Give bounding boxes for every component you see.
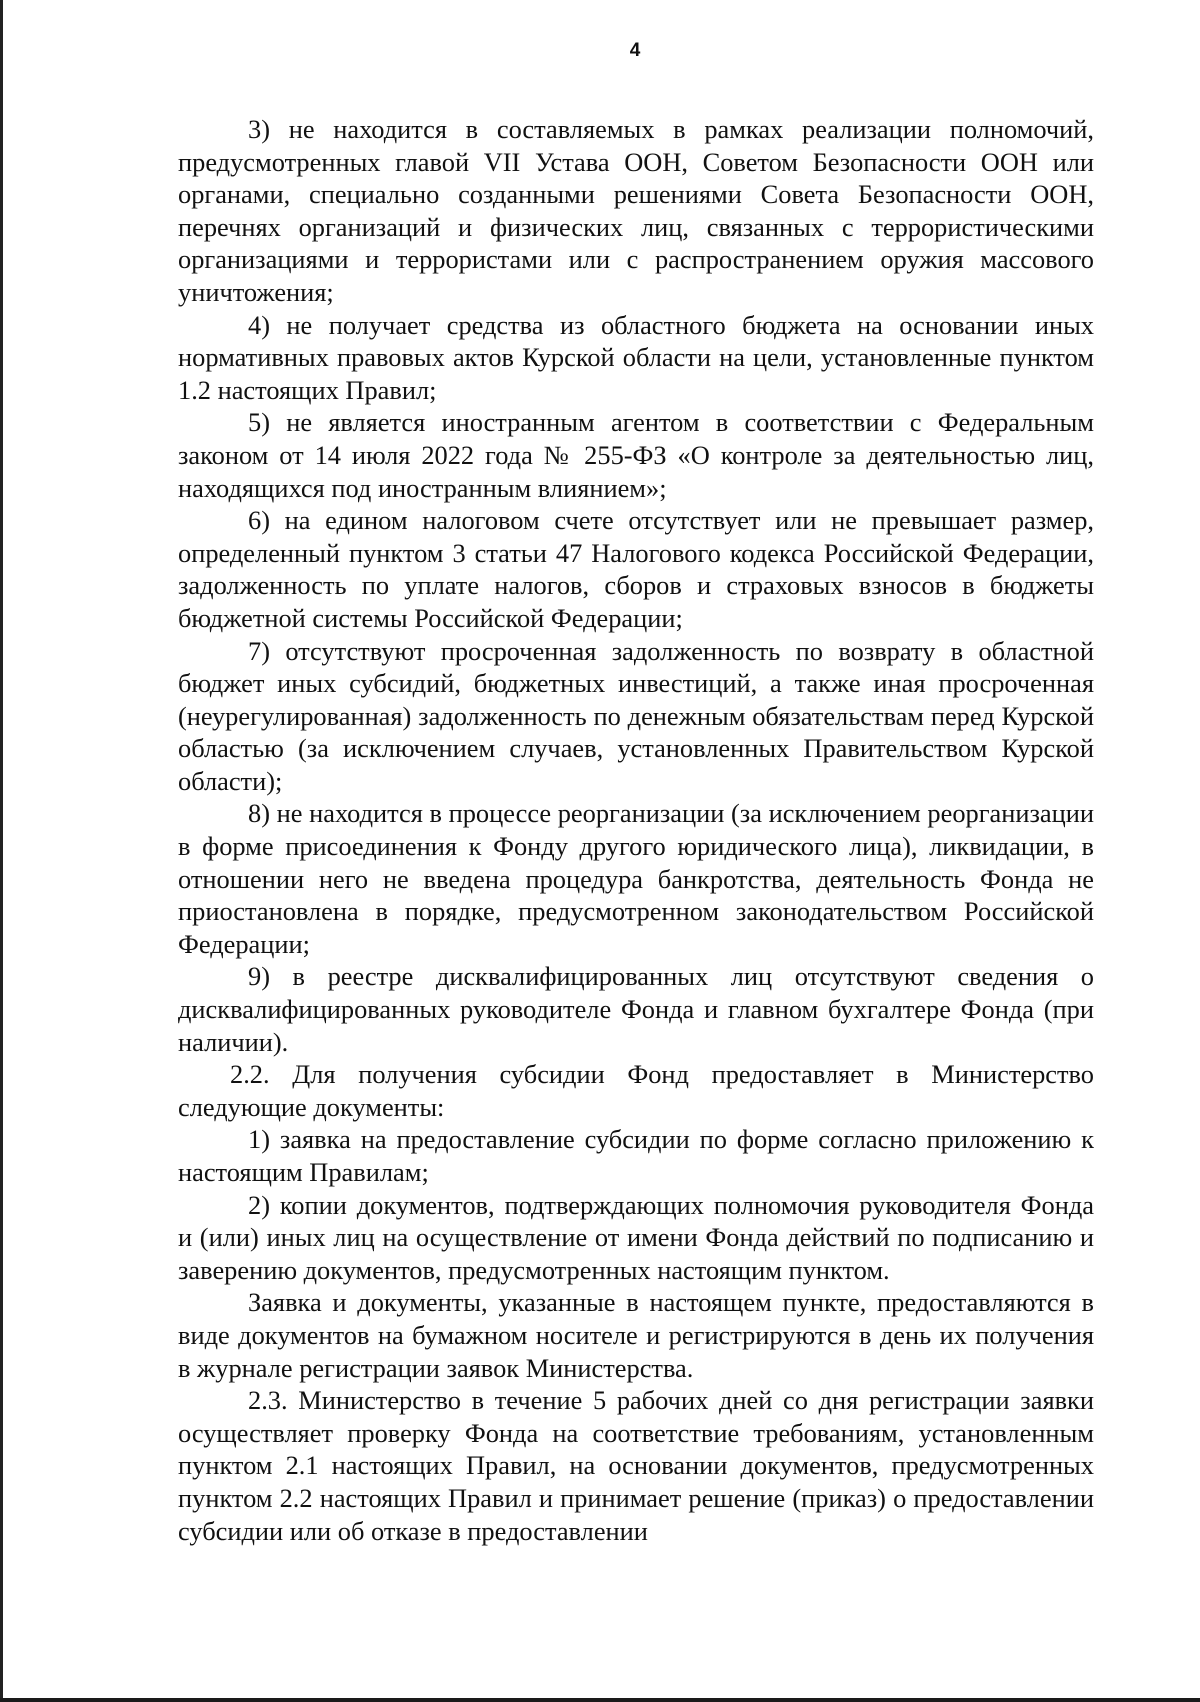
paragraph-item-3: 3) не находится в составляемых в рамках реализации полномочий, предусмотренных главой VII Устава ООН, Советом Безопасности ООН или органами, специально созданными решениями Совета Безопасности ООН, перечнях организаций и физических лиц, связанных с террористическими организациями и террористами или с распространением оружия массового уничтожения; — [178, 114, 1094, 307]
paragraph-section-2-2: 2.2. Для получения субсидии Фонд предоставляет в Министерство следующие документы: — [178, 1059, 1094, 1122]
page-number: 4 — [629, 40, 641, 61]
paragraph-document-1: 1) заявка на предоставление субсидии по форме согласно приложению к настоящим Правилам; — [178, 1124, 1094, 1187]
scan-edge-left — [0, 0, 3, 1702]
document-body — [178, 113, 1094, 1547]
paragraph-item-5: 5) не является иностранным агентом в соответствии с Федеральным законом от 14 июля 2022 года № 255-ФЗ «О контроле за деятельностью лиц, находящихся под иностранным влиянием»; — [178, 407, 1094, 503]
paragraph-item-6: 6) на едином налоговом счете отсутствует или не превышает размер, определенный пунктом 3 статьи 47 Налогового кодекса Российской Федерации, задолженность по уплате налогов, сборов и страховых взносов в бюджеты бюджетной системы Российской Федерации; — [178, 505, 1094, 633]
paragraph-item-4: 4) не получает средства из областного бюджета на основании иных нормативных правовых актов Курской области на цели, установленные пунктом 1.2 настоящих Правил; — [178, 309, 1094, 405]
paragraph-submission-note: Заявка и документы, указанные в настоящем пункте, предоставляются в виде документов на бумажном носителе и регистрируются в день их получения в журнале регистрации заявок Министерства. — [178, 1287, 1094, 1383]
paragraph-document-2: 2) копии документов, подтверждающих полномочия руководителя Фонда и (или) иных лиц на осуществление от имени Фонда действий по подписанию и заверению документов, предусмотренных настоящим пунктом. — [178, 1189, 1094, 1285]
paragraph-item-9: 9) в реестре дисквалифицированных лиц отсутствуют сведения о дисквалифицированных руководителе Фонда и главном бухгалтере Фонда (при наличии). — [178, 961, 1094, 1057]
paragraph-item-8: 8) не находится в процессе реорганизации (за исключением реорганизации в форме присоединения к Фонду другого юридического лица), ликвидации, в отношении него не введена процедура банкротства, деятельность Фонда не приостановлена в порядке, предусмотренном законодательством Российской Федерации; — [178, 798, 1094, 959]
paragraph-item-7: 7) отсутствуют просроченная задолженность по возврату в областной бюджет иных субсидий, бюджетных инвестиций, а также иная просроченная (неурегулированная) задолженность по денежным обязательствам перед Курской областью (за исключением случаев, установленных Правительством Курской области); — [178, 635, 1094, 796]
scan-edge-bottom — [0, 1698, 1200, 1702]
paragraph-section-2-3: 2.3. Министерство в течение 5 рабочих дней со дня регистрации заявки осуществляет проверку Фонда на соответствие требованиям, установленным пунктом 2.1 настоящих Правил, на основании документов, предусмотренных пунктом 2.2 настоящих Правил и принимает решение (приказ) о предоставлении субсидии или об отказе в предоставлении — [178, 1385, 1094, 1546]
